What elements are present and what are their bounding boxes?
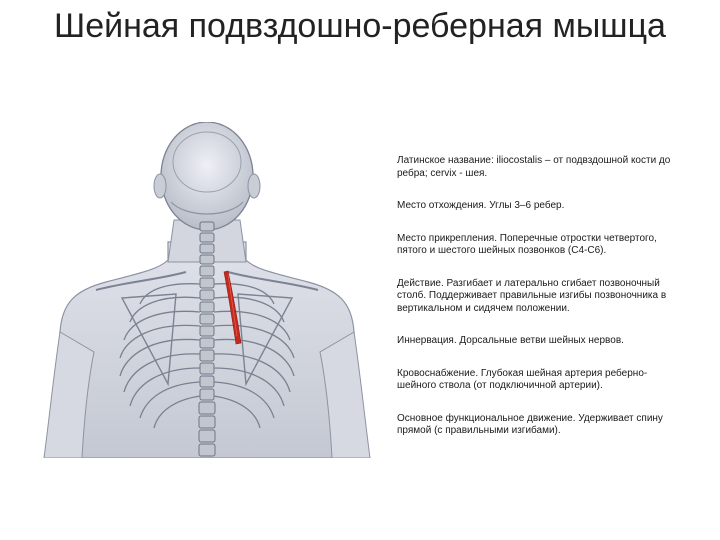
head xyxy=(154,122,260,230)
anatomy-illustration xyxy=(36,122,378,458)
functional-movement-text: Основное функциональное движение. Удерживает спину прямой (с правильными изгибами). xyxy=(397,412,663,436)
blood-supply-text: Кровоснабжение. Глубокая шейная артерия реберно-шейного ствола (от подключичной артерии). xyxy=(397,367,648,391)
spine xyxy=(199,222,215,456)
muscle-description xyxy=(397,155,683,458)
innervation-text: Иннервация. Дорсальные ветви шейных нервов. xyxy=(397,335,624,346)
latin-name-text: Латинское название: iliocostalis – от подвздошной кости до ребра; cervix - шея. xyxy=(397,155,671,179)
insertion-text: Место прикрепления. Поперечные отростки четвертого, пятого и шестого шейных позвонков (С4-С6). xyxy=(397,232,657,256)
action-text: Действие. Разгибает и латерально сгибает позвоночный столб. Поддерживает правильные изгибы позвоночника в вертикальном и сидячем положении. xyxy=(397,277,667,314)
origin-text: Место отхождения. Углы 3–6 ребер. xyxy=(397,200,565,211)
slide-title: Шейная подвздошно-реберная мышца xyxy=(54,7,666,45)
